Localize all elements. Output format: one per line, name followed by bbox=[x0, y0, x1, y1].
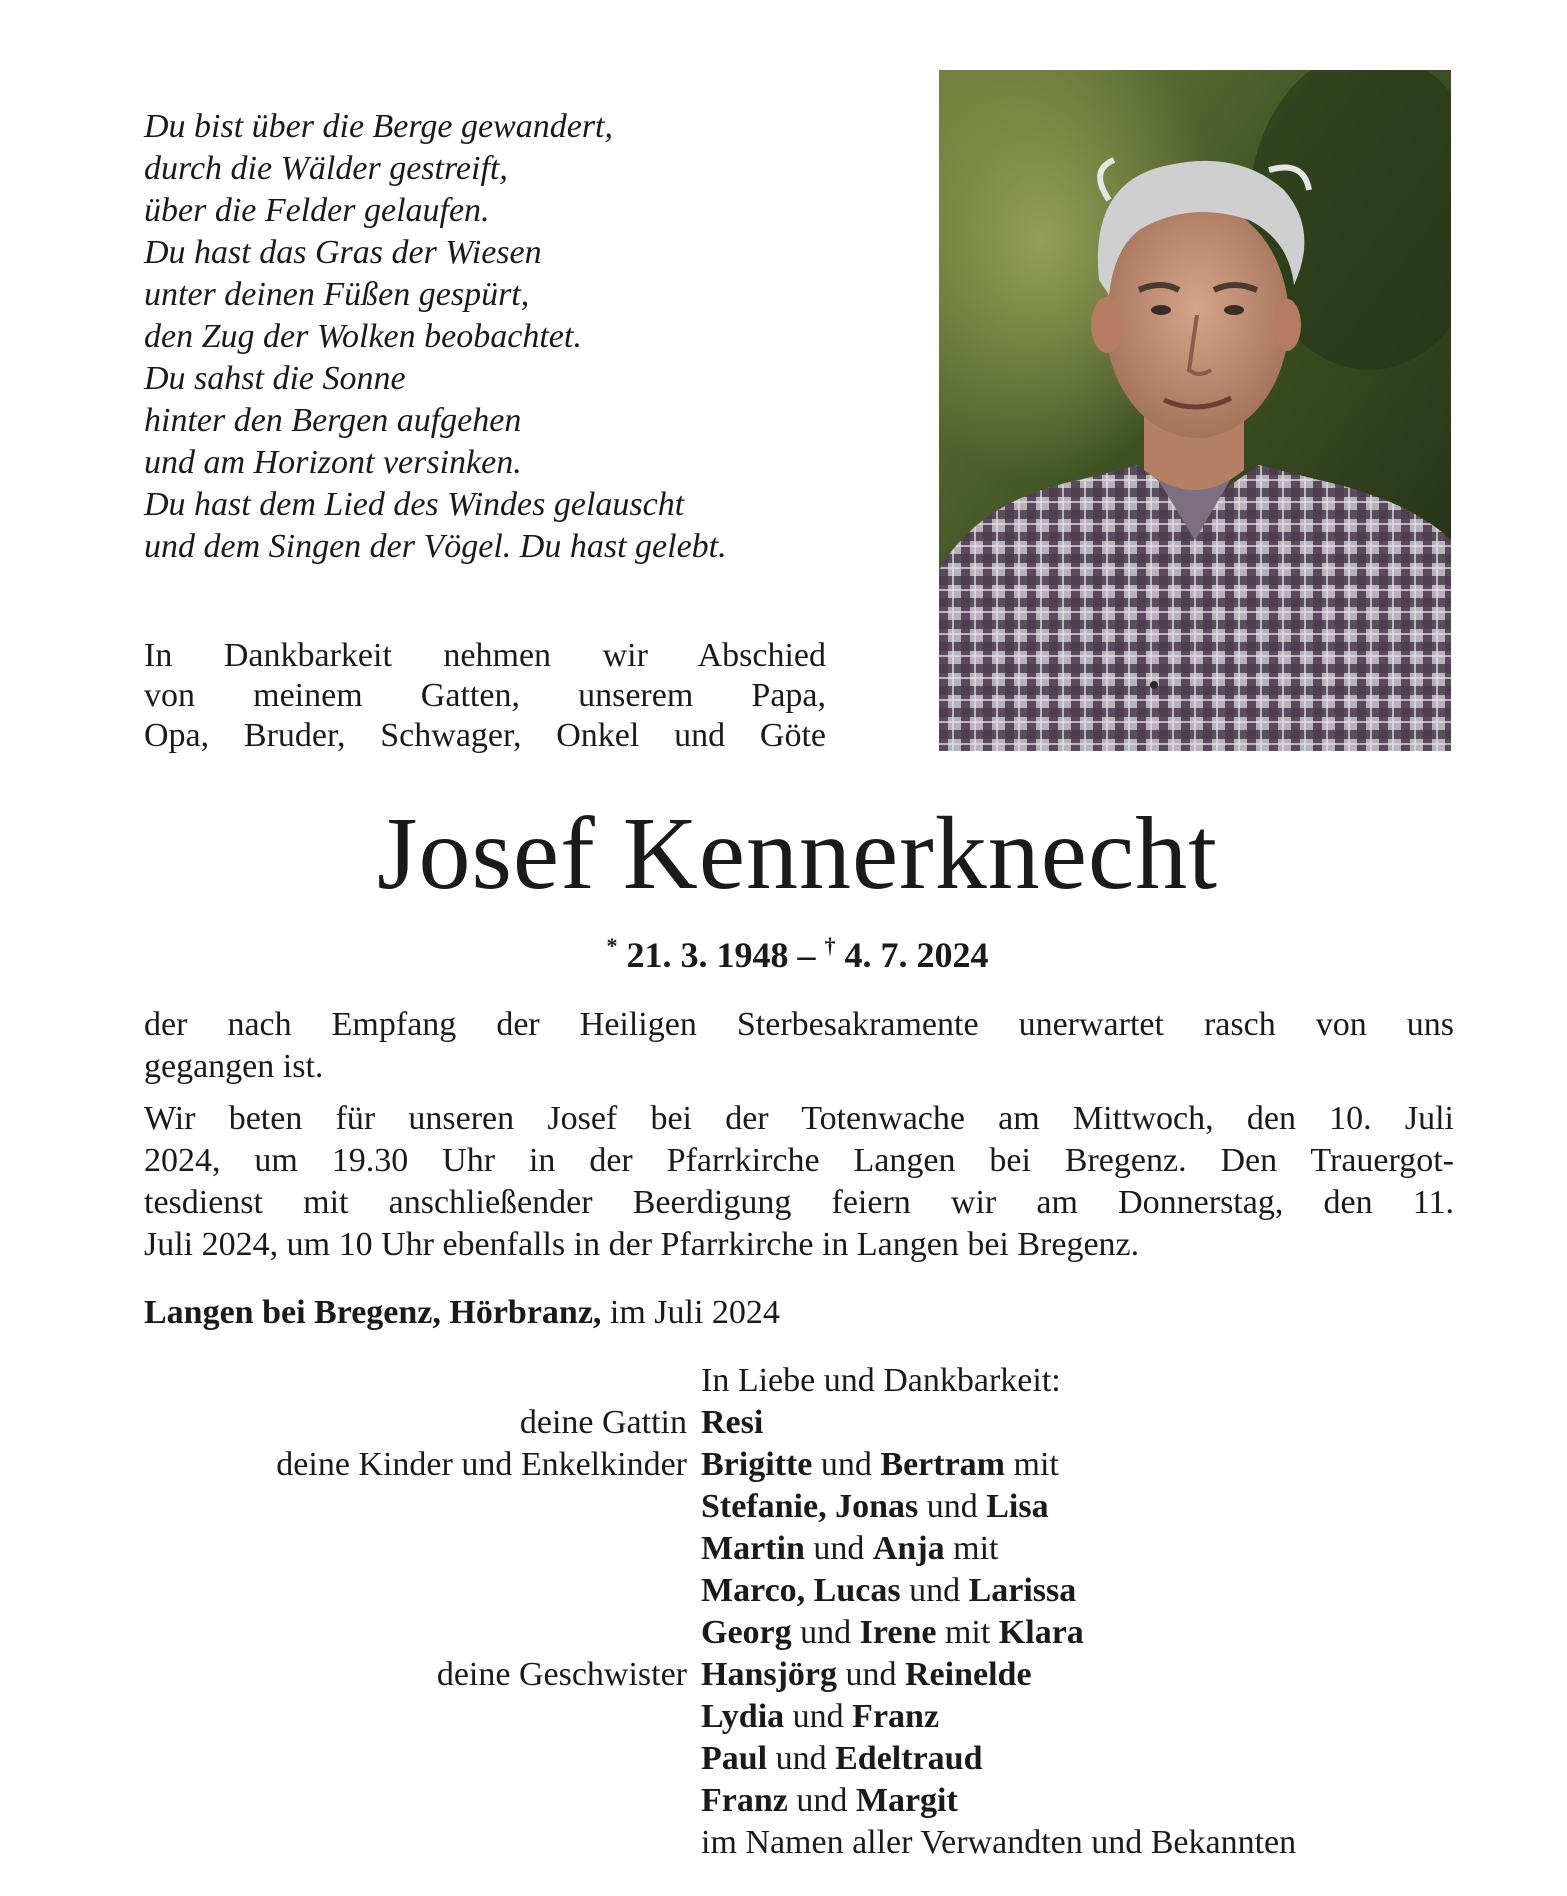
connector: und bbox=[820, 1446, 872, 1483]
family-row bbox=[144, 1822, 1454, 1864]
poem-line: und am Horizont versinken. bbox=[144, 444, 522, 481]
connector: und bbox=[845, 1656, 897, 1693]
person-name: Franz bbox=[701, 1782, 788, 1819]
intro-line: Opa, Bruder, Schwager, Onkel und Göte bbox=[144, 717, 826, 754]
person-name: Margit bbox=[855, 1782, 958, 1819]
person-name: Klara bbox=[998, 1614, 1084, 1651]
death-symbol: † bbox=[824, 933, 836, 958]
person-name: Brigitte bbox=[701, 1446, 813, 1483]
birth-date: 21. 3. 1948 – bbox=[626, 935, 816, 975]
birth-symbol: * bbox=[606, 933, 618, 958]
family-row bbox=[144, 1486, 1454, 1528]
connector: mit bbox=[1013, 1446, 1059, 1483]
intro-line: In Dankbarkeit nehmen wir Abschied bbox=[144, 637, 826, 674]
family-row bbox=[144, 1402, 1454, 1444]
text-line: der nach Empfang der Heiligen Sterbesakramente unerwartet rasch von uns bbox=[144, 1006, 1454, 1043]
connector: mit bbox=[944, 1614, 991, 1651]
life-dates bbox=[14, 924, 1567, 977]
family-row bbox=[144, 1780, 1454, 1822]
announcement-text bbox=[144, 1004, 1454, 1276]
text-line: 2024, um 19.30 Uhr in der Pfarrkirche Langen bei Bregenz. Den Trauergot- bbox=[144, 1142, 1454, 1179]
connector: und bbox=[792, 1698, 844, 1735]
family-row bbox=[144, 1654, 1454, 1696]
person-name: Irene bbox=[859, 1614, 937, 1651]
poem-line: hinter den Bergen aufgehen bbox=[144, 402, 522, 439]
family-row bbox=[144, 1612, 1454, 1654]
month-year: im Juli 2024 bbox=[609, 1294, 780, 1331]
connector: und bbox=[909, 1572, 961, 1609]
family-heading-row bbox=[144, 1360, 1454, 1402]
family-row bbox=[144, 1444, 1454, 1486]
family-heading: In Liebe und Dankbarkeit: bbox=[701, 1362, 1061, 1399]
text-line: Wir beten für unseren Josef bei der Totenwache am Mittwoch, den 10. Juli bbox=[144, 1100, 1454, 1137]
person-name: Lydia bbox=[701, 1698, 785, 1735]
poem-line: und dem Singen der Vögel. Du hast gelebt. bbox=[144, 528, 727, 565]
person-name: Bertram bbox=[880, 1446, 1006, 1483]
relation-label: deine Geschwister bbox=[436, 1656, 687, 1693]
person-name: Franz bbox=[852, 1698, 940, 1735]
poem-line: Du bist über die Berge gewandert, bbox=[144, 108, 613, 145]
connector: mit bbox=[953, 1530, 999, 1567]
portrait-photo bbox=[939, 70, 1451, 751]
intro-text bbox=[144, 636, 826, 756]
poem-line: unter deinen Füßen gespürt, bbox=[144, 276, 530, 313]
death-date: 4. 7. 2024 bbox=[844, 935, 989, 975]
person-name: Martin bbox=[701, 1530, 805, 1567]
poem-line: Du hast dem Lied des Windes gelauscht bbox=[144, 486, 685, 523]
poem-line: über die Felder gelaufen. bbox=[144, 192, 490, 229]
family-row bbox=[144, 1696, 1454, 1738]
intro-line: von meinem Gatten, unserem Papa, bbox=[144, 677, 826, 714]
place-name: Langen bei Bregenz, Hörbranz, bbox=[144, 1294, 602, 1331]
connector: und bbox=[796, 1782, 848, 1819]
paragraph bbox=[144, 1098, 1454, 1266]
poem bbox=[144, 106, 844, 568]
person-name: Paul bbox=[701, 1740, 768, 1777]
poem-line: den Zug der Wolken beobachtet. bbox=[144, 318, 582, 355]
relation-label: deine Kinder und Enkelkinder bbox=[276, 1446, 687, 1483]
person-name: Hansjörg bbox=[701, 1656, 837, 1693]
place-date bbox=[144, 1292, 780, 1334]
person-name: Edeltraud bbox=[835, 1740, 983, 1777]
person-name: Lisa bbox=[986, 1488, 1049, 1525]
family-row bbox=[144, 1528, 1454, 1570]
connector: und bbox=[775, 1740, 827, 1777]
closing-line: im Namen aller Verwandten und Bekannten bbox=[701, 1824, 1297, 1861]
family-list bbox=[144, 1360, 1454, 1864]
poem-line: Du sahst die Sonne bbox=[144, 360, 406, 397]
person-name: Resi bbox=[701, 1404, 764, 1441]
poem-line: Du hast das Gras der Wiesen bbox=[144, 234, 542, 271]
person-name: Georg bbox=[701, 1614, 792, 1651]
person-name: Marco, Lucas bbox=[701, 1572, 901, 1609]
poem-line: durch die Wälder gestreift, bbox=[144, 150, 508, 187]
paragraph bbox=[144, 1004, 1454, 1088]
family-row bbox=[144, 1738, 1454, 1780]
connector: und bbox=[813, 1530, 865, 1567]
family-row bbox=[144, 1570, 1454, 1612]
deceased-name: Josef Kennerknecht bbox=[376, 796, 1218, 911]
person-name: Stefanie, Jonas bbox=[701, 1488, 919, 1525]
person-name: Anja bbox=[872, 1530, 945, 1567]
relation-label: deine Gattin bbox=[519, 1404, 687, 1441]
text-line: gegangen ist. bbox=[144, 1048, 324, 1085]
connector: und bbox=[800, 1614, 852, 1651]
person-name: Reinelde bbox=[905, 1656, 1032, 1693]
connector: und bbox=[926, 1488, 978, 1525]
text-line: Juli 2024, um 10 Uhr ebenfalls in der Pfarrkirche in Langen bei Bregenz. bbox=[144, 1226, 1140, 1263]
person-name: Larissa bbox=[968, 1572, 1077, 1609]
text-line: tesdienst mit anschließender Beerdigung feiern wir am Donnerstag, den 11. bbox=[144, 1184, 1454, 1221]
